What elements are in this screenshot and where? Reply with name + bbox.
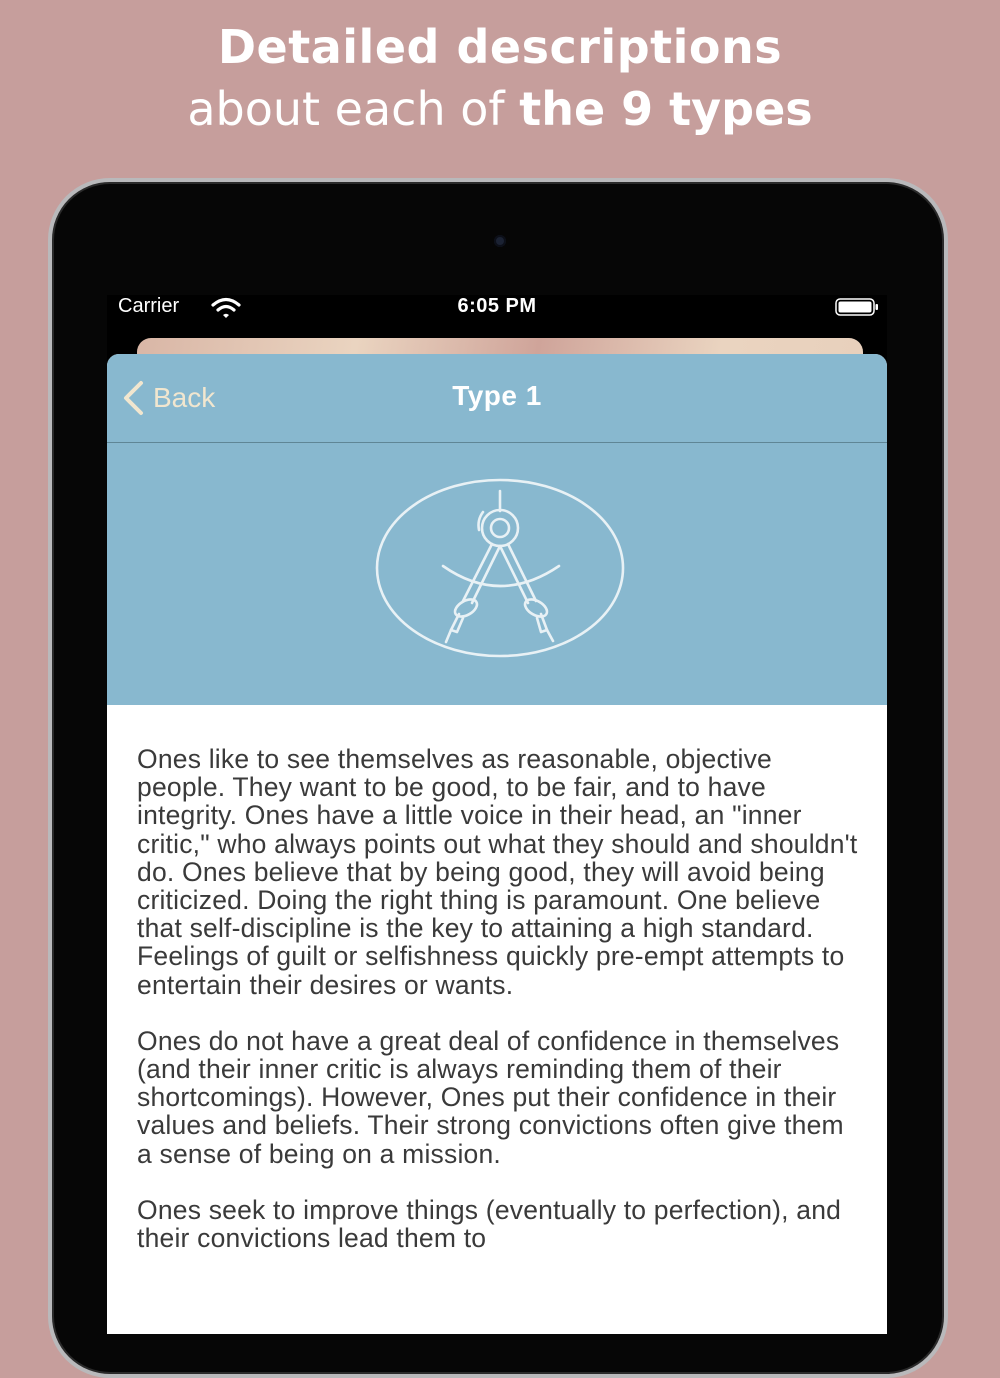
description-paragraph: Ones do not have a great deal of confidence in themselves (and their inner critic is always reminding them of their shortcomings). However, Ones put their confidence in their values and beliefs. Their strong convictions often give them a sense of being on a mission. — [137, 1025, 844, 1169]
type-header-image — [107, 443, 887, 705]
promo-subheadline-emphasis: the 9 types — [519, 82, 813, 136]
compass-icon — [375, 478, 625, 658]
battery-icon — [835, 298, 879, 316]
detail-sheet — [107, 354, 887, 1334]
page-title: Type 1 — [452, 380, 542, 411]
type-description — [137, 745, 859, 1280]
promo-headline: Detailed descriptions — [217, 20, 783, 74]
promo-subheadline-prefix: about each of — [187, 82, 520, 136]
description-paragraph: Ones like to see themselves as reasonable, objective people. They want to be good, to be fair, and to have integrity. Ones have a little voice in their head, an "inner critic," who always points out what they should and shouldn't do. Ones believe that by being good, they will avoid being criticized. Doing the right thing is paramount. One believe that self-discipline is the key to attaining a high standard. Feelings of guilt or selfishness quickly pre-empt attempts to entertain their desires or wants. — [137, 744, 858, 1000]
status-bar — [107, 295, 887, 335]
promo-subheadline — [0, 82, 1000, 136]
status-time: 6:05 PM — [457, 295, 537, 317]
device-screen — [107, 295, 887, 1334]
front-camera — [494, 235, 506, 247]
carrier-label: Carrier — [118, 295, 180, 317]
description-paragraph: Ones seek to improve things (eventually to perfection), and their convictions lead them to — [137, 1194, 842, 1254]
back-button-label: Back — [153, 382, 216, 413]
navigation-bar — [107, 354, 887, 443]
